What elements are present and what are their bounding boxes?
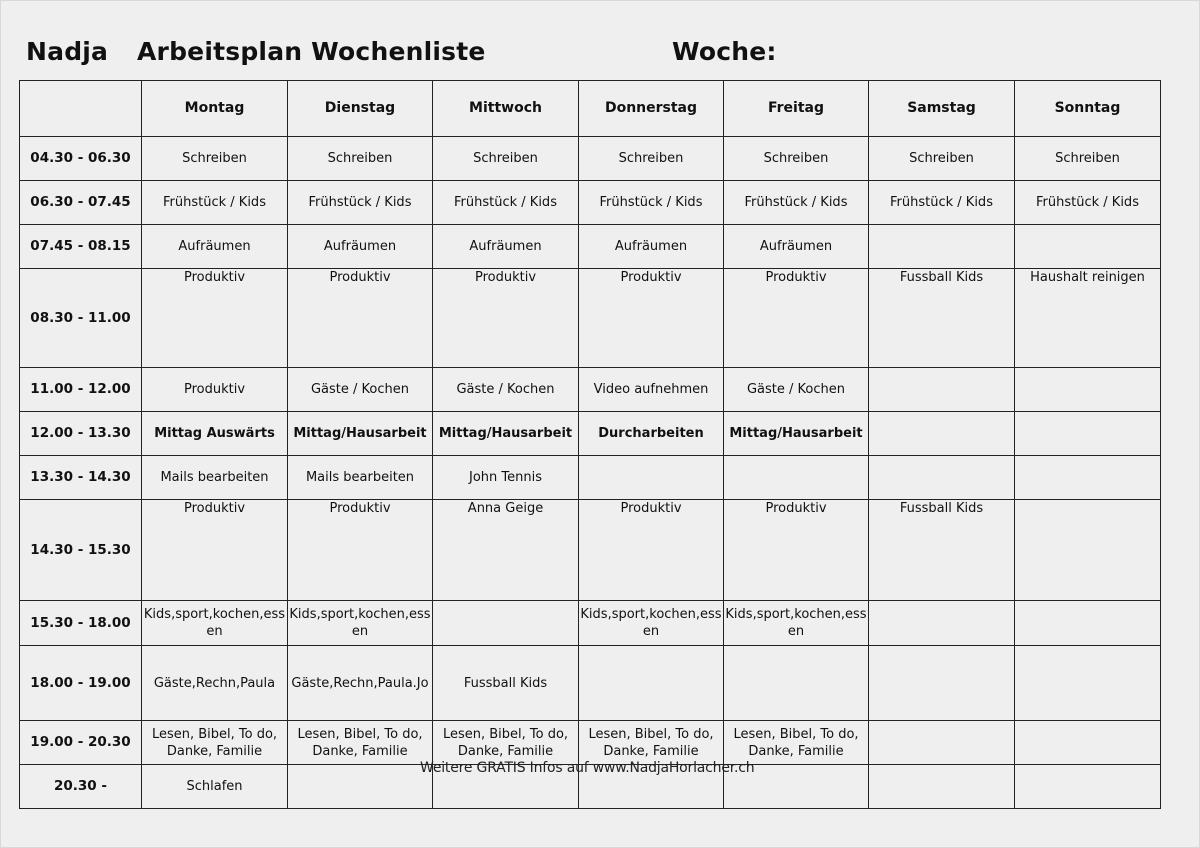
- schedule-cell[interactable]: Produktiv: [142, 368, 288, 412]
- schedule-cell[interactable]: [869, 601, 1015, 646]
- schedule-cell[interactable]: Gäste,Rechn,Paula.Jo: [288, 646, 433, 721]
- schedule-cell[interactable]: [869, 368, 1015, 412]
- schedule-cell[interactable]: Lesen, Bibel, To do, Danke, Familie: [579, 721, 724, 765]
- page-title: Arbeitsplan Wochenliste: [137, 37, 486, 66]
- table-row: [20, 412, 1161, 456]
- schedule-cell[interactable]: [1015, 368, 1161, 412]
- day-header-dienstag: Dienstag: [288, 81, 433, 137]
- schedule-cell[interactable]: Mails bearbeiten: [288, 456, 433, 500]
- schedule-cell[interactable]: [869, 721, 1015, 765]
- schedule-cell[interactable]: Produktiv: [579, 269, 724, 368]
- table-row: [20, 269, 1161, 368]
- day-header-mittwoch: Mittwoch: [433, 81, 579, 137]
- schedule-cell[interactable]: [579, 456, 724, 500]
- schedule-cell[interactable]: [724, 646, 869, 721]
- schedule-cell[interactable]: Gäste / Kochen: [288, 368, 433, 412]
- owner-name: Nadja: [26, 37, 109, 66]
- time-slot: 14.30 - 15.30: [20, 500, 142, 601]
- schedule-cell[interactable]: Haushalt reinigen: [1015, 269, 1161, 368]
- schedule-cell[interactable]: Frühstück / Kids: [433, 181, 579, 225]
- schedule-cell[interactable]: Schreiben: [433, 137, 579, 181]
- schedule-cell[interactable]: Fussball Kids: [869, 269, 1015, 368]
- table-row: [20, 137, 1161, 181]
- day-header-montag: Montag: [142, 81, 288, 137]
- schedule-cell[interactable]: Produktiv: [142, 269, 288, 368]
- schedule-cell[interactable]: Mittag Auswärts: [142, 412, 288, 456]
- week-label: Woche:: [672, 37, 777, 66]
- schedule-cell[interactable]: [288, 765, 433, 809]
- schedule-table: [19, 80, 1161, 809]
- schedule-cell[interactable]: Mails bearbeiten: [142, 456, 288, 500]
- schedule-cell[interactable]: [724, 456, 869, 500]
- time-slot: 08.30 - 11.00: [20, 269, 142, 368]
- time-slot: 06.30 - 07.45: [20, 181, 142, 225]
- schedule-cell[interactable]: Kids,sport,kochen,essen: [579, 601, 724, 646]
- schedule-cell[interactable]: Durcharbeiten: [579, 412, 724, 456]
- day-header-donnerstag: Donnerstag: [579, 81, 724, 137]
- schedule-cell[interactable]: Mittag/Hausarbeit: [288, 412, 433, 456]
- corner-cell: [20, 81, 142, 137]
- schedule-cell[interactable]: Produktiv: [142, 500, 288, 601]
- schedule-cell[interactable]: Produktiv: [288, 500, 433, 601]
- schedule-cell[interactable]: Schreiben: [869, 137, 1015, 181]
- watermark-text: Weitere GRATIS Infos auf www.NadjaHorlacher.ch: [420, 760, 755, 776]
- time-slot: 13.30 - 14.30: [20, 456, 142, 500]
- table-row: [20, 646, 1161, 721]
- schedule-cell[interactable]: Aufräumen: [142, 225, 288, 269]
- schedule-cell[interactable]: Gäste / Kochen: [433, 368, 579, 412]
- time-slot: 19.00 - 20.30: [20, 721, 142, 765]
- schedule-cell[interactable]: Kids,sport,kochen,essen: [288, 601, 433, 646]
- table-row: [20, 456, 1161, 500]
- schedule-cell[interactable]: Kids,sport,kochen,essen: [724, 601, 869, 646]
- schedule-cell[interactable]: [579, 646, 724, 721]
- schedule-cell[interactable]: Schreiben: [579, 137, 724, 181]
- schedule-cell[interactable]: Fussball Kids: [869, 500, 1015, 601]
- schedule-cell[interactable]: Schreiben: [288, 137, 433, 181]
- table-row: [20, 181, 1161, 225]
- schedule-cell[interactable]: [1015, 412, 1161, 456]
- schedule-cell[interactable]: Video aufnehmen: [579, 368, 724, 412]
- schedule-cell[interactable]: Gäste / Kochen: [724, 368, 869, 412]
- schedule-cell[interactable]: Frühstück / Kids: [724, 181, 869, 225]
- time-slot: 04.30 - 06.30: [20, 137, 142, 181]
- schedule-cell[interactable]: Mittag/Hausarbeit: [433, 412, 579, 456]
- time-slot: 12.00 - 13.30: [20, 412, 142, 456]
- schedule-cell[interactable]: Schlafen: [142, 765, 288, 809]
- schedule-cell[interactable]: Frühstück / Kids: [1015, 181, 1161, 225]
- schedule-cell[interactable]: John Tennis: [433, 456, 579, 500]
- schedule-cell[interactable]: Produktiv: [724, 269, 869, 368]
- schedule-cell[interactable]: Aufräumen: [579, 225, 724, 269]
- schedule-cell[interactable]: Gäste,Rechn,Paula: [142, 646, 288, 721]
- schedule-cell[interactable]: Aufräumen: [433, 225, 579, 269]
- schedule-cell[interactable]: Schreiben: [724, 137, 869, 181]
- schedule-cell[interactable]: [1015, 456, 1161, 500]
- schedule-cell[interactable]: Produktiv: [579, 500, 724, 601]
- schedule-cell[interactable]: Schreiben: [1015, 137, 1161, 181]
- schedule-cell[interactable]: Produktiv: [724, 500, 869, 601]
- schedule-cell[interactable]: Kids,sport,kochen,essen: [142, 601, 288, 646]
- schedule-cell[interactable]: Lesen, Bibel, To do, Danke, Familie: [433, 721, 579, 765]
- schedule-cell[interactable]: Frühstück / Kids: [288, 181, 433, 225]
- table-row: [20, 601, 1161, 646]
- schedule-cell[interactable]: Lesen, Bibel, To do, Danke, Familie: [288, 721, 433, 765]
- schedule-cell[interactable]: Anna Geige: [433, 500, 579, 601]
- schedule-cell[interactable]: Produktiv: [433, 269, 579, 368]
- table-row: [20, 225, 1161, 269]
- schedule-cell[interactable]: [869, 456, 1015, 500]
- schedule-cell[interactable]: [1015, 646, 1161, 721]
- schedule-cell[interactable]: [869, 412, 1015, 456]
- schedule-cell[interactable]: [1015, 765, 1161, 809]
- schedule-cell[interactable]: [1015, 500, 1161, 601]
- schedule-cell[interactable]: Frühstück / Kids: [579, 181, 724, 225]
- table-row: [20, 500, 1161, 601]
- time-slot: 18.00 - 19.00: [20, 646, 142, 721]
- schedule-cell[interactable]: Fussball Kids: [433, 646, 579, 721]
- day-header-samstag: Samstag: [869, 81, 1015, 137]
- schedule-cell[interactable]: [1015, 601, 1161, 646]
- schedule-cell[interactable]: [433, 601, 579, 646]
- header-row: [20, 81, 1161, 137]
- schedule-cell[interactable]: Aufräumen: [288, 225, 433, 269]
- schedule-cell[interactable]: [869, 646, 1015, 721]
- schedule-cell[interactable]: Mittag/Hausarbeit: [724, 412, 869, 456]
- schedule-cell[interactable]: Aufräumen: [724, 225, 869, 269]
- schedule-cell[interactable]: Frühstück / Kids: [142, 181, 288, 225]
- time-slot: 07.45 - 08.15: [20, 225, 142, 269]
- schedule-cell[interactable]: [1015, 225, 1161, 269]
- schedule-cell[interactable]: Schreiben: [142, 137, 288, 181]
- table-row: [20, 721, 1161, 765]
- day-header-freitag: Freitag: [724, 81, 869, 137]
- schedule-cell[interactable]: Lesen, Bibel, To do, Danke, Familie: [142, 721, 288, 765]
- schedule-cell[interactable]: [869, 225, 1015, 269]
- time-slot: 11.00 - 12.00: [20, 368, 142, 412]
- time-slot: 20.30 -: [20, 765, 142, 809]
- time-slot: 15.30 - 18.00: [20, 601, 142, 646]
- schedule-cell[interactable]: Lesen, Bibel, To do, Danke, Familie: [724, 721, 869, 765]
- schedule-cell[interactable]: Produktiv: [288, 269, 433, 368]
- day-header-sonntag: Sonntag: [1015, 81, 1161, 137]
- schedule-cell[interactable]: Frühstück / Kids: [869, 181, 1015, 225]
- schedule-cell[interactable]: [1015, 721, 1161, 765]
- schedule-cell[interactable]: [869, 765, 1015, 809]
- table-row: [20, 368, 1161, 412]
